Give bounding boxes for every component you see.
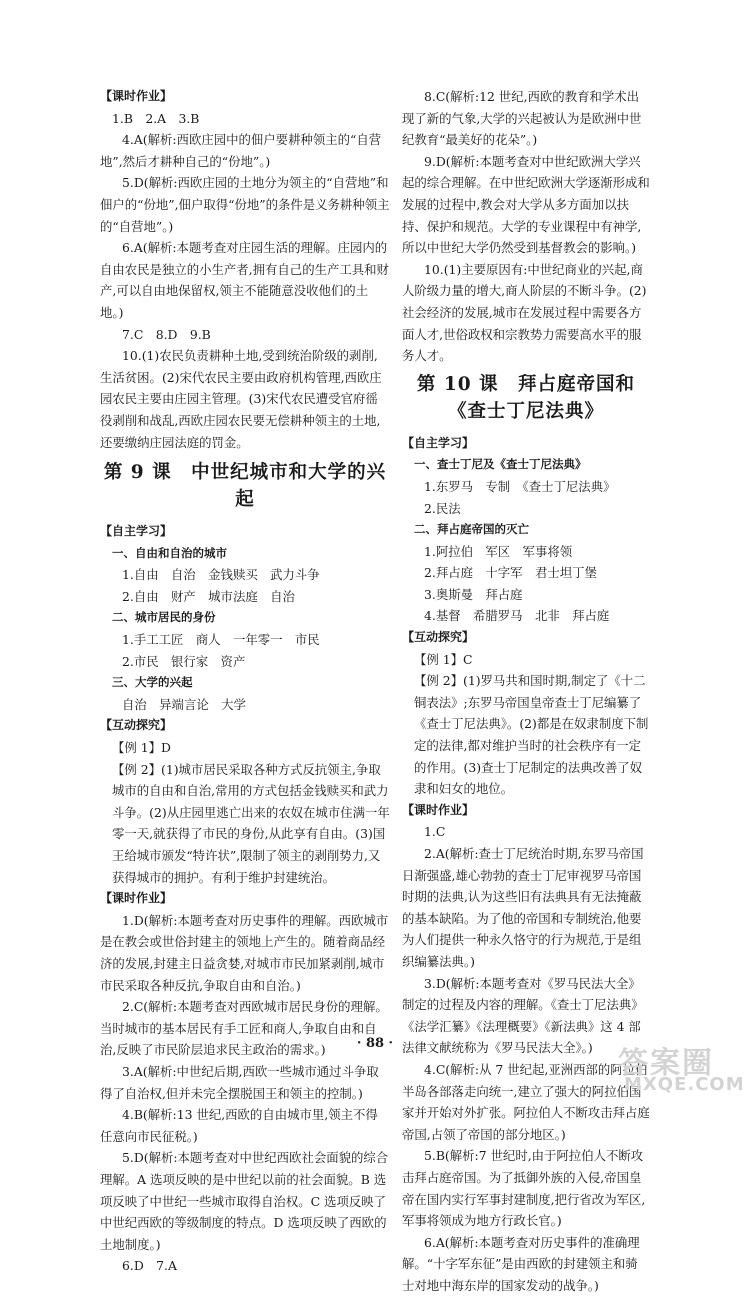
answer-paragraph: 6.A(解析:本题考查对历史事件的准确理解。“十字军东征”是由西欧的封建领主和骑士对地中海东岸的国家发动的战争。) bbox=[402, 1234, 640, 1293]
answer-paragraph: 4.A(解析:西欧庄园中的佃户要耕种领主的“自营地”,然后才耕种自己的“份地”。) bbox=[100, 132, 382, 169]
answer-paragraph: 6.D 7.A bbox=[122, 1258, 177, 1274]
answer-paragraph: 1.C bbox=[424, 824, 446, 840]
answer-paragraph: 自治 异端言论 大学 bbox=[122, 696, 246, 712]
answer-paragraph: 3.A(解析:中世纪后期,西欧一些城市通过斗争取得了自治权,但并未完全摆脱国王和领主的控制。) bbox=[100, 1063, 379, 1101]
section-heading: 【互动探究】 bbox=[402, 630, 475, 645]
lesson-title: 第 10 课 拜占庭帝国和 bbox=[416, 373, 636, 395]
section-heading: 【课时作业】 bbox=[402, 802, 475, 817]
answer-line: 【例 2】(1)城市居民采取各种方式反抗领主,争取城市的自由和自治,常用的方式包括金钱赎买和武力斗争。(2)从庄园里逃亡出来的农奴在城市住满一年零一天,就获得了市民的身份,从此享有自由。(3)国王给城市颁发“特许状”,限制了领主的剥削势力,又获得城市的拥护。有利于维护封建统治。 bbox=[112, 761, 390, 885]
answer-paragraph: 10.(1)农民负责耕种土地,受到统治阶级的剥削,生活贫困。(2)宋代农民主要由政府机构管理,西欧庄园农民主要由庄园主管理。(3)宋代农民遭受官府徭役剥削和战乱,西欧庄园农民要无偿耕种领主的土地,还要缴纳庄园法庭的罚金。 bbox=[100, 348, 382, 450]
section-heading: 【互动探究】 bbox=[100, 718, 173, 733]
answer-paragraph: 2.民法 bbox=[424, 500, 461, 516]
answer-line: 【例 1】D bbox=[112, 740, 171, 756]
watermark-url: MXQE.COM bbox=[624, 1074, 745, 1095]
answer-paragraph: 8.C(解析:12 世纪,西欧的教育和学术出现了新的气象,大学的兴起被认为是欧洲中世纪教育“最美好的花朵”。) bbox=[402, 89, 642, 148]
answer-paragraph: 5.D(解析:本题考查对中世纪西欧社会面貌的综合理解。A 选项反映的是中世纪以前的社会面貌。B 选项反映了中世纪一些城市取得自治权。C 选项反映了中世纪西欧的等级制度的特点。D 选项反映了西欧的土地制度。) bbox=[100, 1150, 389, 1252]
answer-paragraph: 2.C(解析:本题考查对西欧城市居民身份的理解。当时城市的基本居民有手工匠和商人,争取自由和自治,反映了市民阶层追求民主政治的需求。) bbox=[100, 999, 388, 1058]
answer-paragraph: 4.C(解析:从 7 世纪起,亚洲西部的阿拉伯半岛各部落走向统一,建立了强大的阿拉伯国家并开始对外扩张。阿拉伯人不断攻击拜占庭帝国,占领了帝国的部分地区。) bbox=[402, 1061, 650, 1142]
section-heading: 【课时作业】 bbox=[100, 89, 173, 103]
page-number: · 88 · bbox=[356, 1036, 394, 1051]
answer-line: 1.B 2.A 3.B bbox=[112, 110, 200, 126]
answer-paragraph: 9.D(解析:本题考查对中世纪欧洲大学兴起的综合理解。在中世纪欧洲大学逐渐形成和发展的过程中,教会对大学从多方面加以扶持、保护和规范。大学的专业课程中有神学,所以中世纪大学仍然受到基督教会的影响。) bbox=[402, 153, 650, 256]
answer-line: 【例 1】C bbox=[414, 651, 473, 667]
subsection-heading: 二、城市居民的身份 bbox=[112, 610, 216, 625]
answer-paragraph: 5.B(解析:7 世纪时,由于阿拉伯人不断攻击拜占庭帝国。为了抵御外族的入侵,帝国皇帝在国内实行军事封建制度,把行省改为军区,军事将领成为地方行政长官。) bbox=[402, 1148, 646, 1229]
answer-paragraph: 1.阿拉伯 军区 军事将领 bbox=[424, 543, 573, 559]
subsection-heading: 一、查士丁尼及《查士丁尼法典》 bbox=[414, 457, 587, 472]
answer-paragraph: 3.D(解析:本题考查对《罗马民法大全》制定的过程及内容的理解。《查士丁尼法典》《法学汇纂》《法理概要》《新法典》这 4 部法律文献统称为《罗马民法大全》。) bbox=[402, 975, 644, 1056]
answer-paragraph: 1.自由 自治 金钱赎买 武力斗争 bbox=[122, 567, 320, 583]
answer-paragraph: 1.东罗马 专制 《查士丁尼法典》 bbox=[424, 478, 616, 494]
section-heading: 【自主学习】 bbox=[402, 435, 475, 450]
answer-paragraph: 1.D(解析:本题考查对历史事件的理解。西欧城市是在教会或世俗封建主的领地上产生的。随着商品经济的发展,封建主日益贪婪,对城市市民加紧剥削,城市市民采取各种反抗,争取自由和自治。) bbox=[100, 912, 389, 993]
section-heading: 【自主学习】 bbox=[100, 524, 173, 539]
watermark-logo bbox=[600, 1038, 750, 1098]
subsection-heading: 二、拜占庭帝国的灭亡 bbox=[414, 522, 529, 537]
answer-line: 【例 2】(1)罗马共和国时期,制定了《十二铜表法》;东罗马帝国皇帝查士丁尼编纂了《查士丁尼法典》。(2)都是在奴隶制度下制定的法律,都对维护当时的社会秩序有一定的作用。(3)查士丁尼制定的法典改善了奴隶和妇女的地位。 bbox=[414, 673, 649, 797]
answer-paragraph: 2.A(解析:查士丁尼统治时期,东罗马帝国日渐强盛,雄心勃勃的查士丁尼审视罗马帝国时期的法典,认为这些旧有法典具有无法掩蔽的基本缺陷。为了他的帝国和专制统治,他要为人们提供一种永久恪守的行为规范,于是组织编纂法典。) bbox=[402, 846, 644, 969]
answer-paragraph: 5.D(解析:西欧庄园的土地分为领主的“自营地”和佃户的“份地”,佃户取得“份地”的条件是义务耕种领主的“自营地”。) bbox=[100, 175, 390, 234]
section-heading: 【课时作业】 bbox=[100, 891, 173, 906]
answer-paragraph: 2.拜占庭 十字军 君士坦丁堡 bbox=[424, 565, 597, 581]
answer-paragraph: 6.A(解析:本题考查对庄园生活的理解。庄园内的自由农民是独立的小生产者,拥有自己的生产工具和财产,可以自由地保留权,领主不能随意没收他们的土地。) bbox=[100, 240, 389, 320]
watermark-text: 答案圈 bbox=[618, 1046, 714, 1081]
lesson-title: 《查士丁尼法典》 bbox=[447, 400, 604, 422]
lesson-title: 第 9 课 中世纪城市和大学的兴起 bbox=[103, 462, 387, 511]
answer-paragraph: 1.手工工匠 商人 一年零一 市民 bbox=[122, 632, 320, 648]
subsection-heading: 一、自由和自治的城市 bbox=[112, 545, 227, 560]
left-column bbox=[100, 86, 390, 1277]
answer-paragraph: 7.C 8.D 9.B bbox=[122, 326, 211, 342]
answer-paragraph: 2.市民 银行家 资产 bbox=[122, 653, 246, 669]
answer-paragraph: 3.奥斯曼 拜占庭 bbox=[424, 586, 523, 602]
right-column bbox=[402, 86, 650, 1296]
answer-paragraph: 4.基督 希腊罗马 北非 拜占庭 bbox=[424, 608, 610, 624]
subsection-heading: 三、大学的兴起 bbox=[112, 675, 193, 690]
answer-paragraph: 10.(1)主要原因有:中世纪商业的兴起,商人阶级力量的增大,商人阶层的不断斗争。(2)社会经济的发展,城市在发展过程中需要各方面人才,世俗政权和宗教势力需要高水平的服务人才。 bbox=[402, 261, 647, 364]
answer-paragraph: 4.B(解析:13 世纪,西欧的自由城市里,领主不得任意向市民征税。) bbox=[100, 1107, 378, 1144]
answer-paragraph: 2.自由 财产 城市法庭 自治 bbox=[122, 588, 295, 604]
